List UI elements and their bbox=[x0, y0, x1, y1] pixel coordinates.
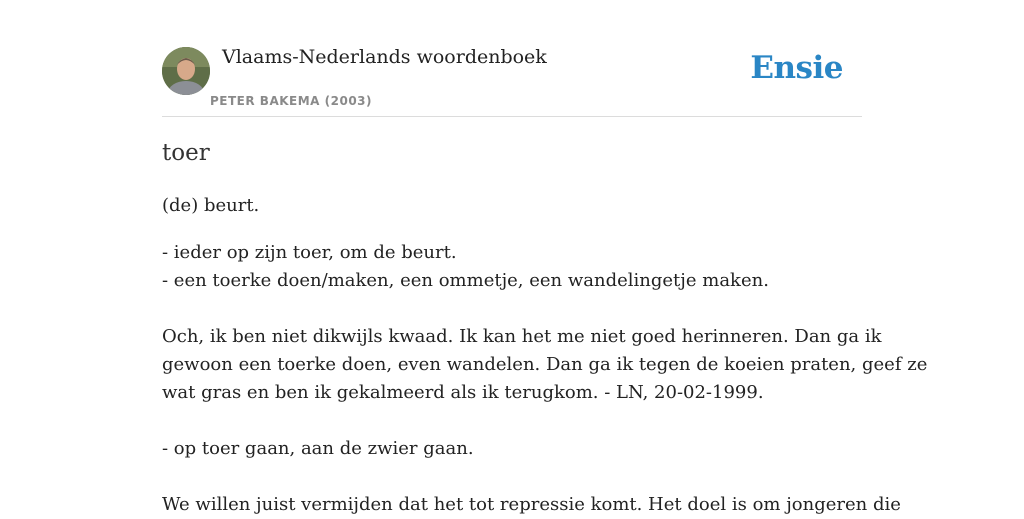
dictionary-title[interactable]: Vlaams-Nederlands woordenboek bbox=[222, 46, 547, 68]
entry-header bbox=[162, 0, 862, 117]
author-name[interactable]: PETER BAKEMA (2003) bbox=[210, 94, 372, 108]
usage-line: - een toerke doen/maken, een ommetje, een wandelingetje maken. bbox=[162, 270, 769, 291]
entry-term: toer bbox=[162, 140, 210, 166]
author-avatar[interactable] bbox=[162, 47, 210, 95]
person-photo-icon bbox=[162, 47, 210, 95]
page bbox=[162, 0, 928, 515]
quote-line: wat gras en ben ik gekalmeerd als ik terugkom. - LN, 20-02-1999. bbox=[162, 382, 764, 403]
usage-line: - op toer gaan, aan de zwier gaan. bbox=[162, 438, 474, 459]
quote-line: gewoon een toerke doen, even wandelen. Dan ga ik tegen de koeien praten, geef ze bbox=[162, 354, 928, 375]
ensie-logo[interactable]: Ensie bbox=[750, 50, 843, 86]
usage-line: - ieder op zijn toer, om de beurt. bbox=[162, 242, 457, 263]
entry-definition: (de) beurt. bbox=[162, 195, 260, 216]
quote-line: We willen juist vermijden dat het tot repressie komt. Het doel is om jongeren die bbox=[162, 494, 901, 515]
quote-line: Och, ik ben niet dikwijls kwaad. Ik kan het me niet goed herinneren. Dan ga ik bbox=[162, 326, 882, 347]
